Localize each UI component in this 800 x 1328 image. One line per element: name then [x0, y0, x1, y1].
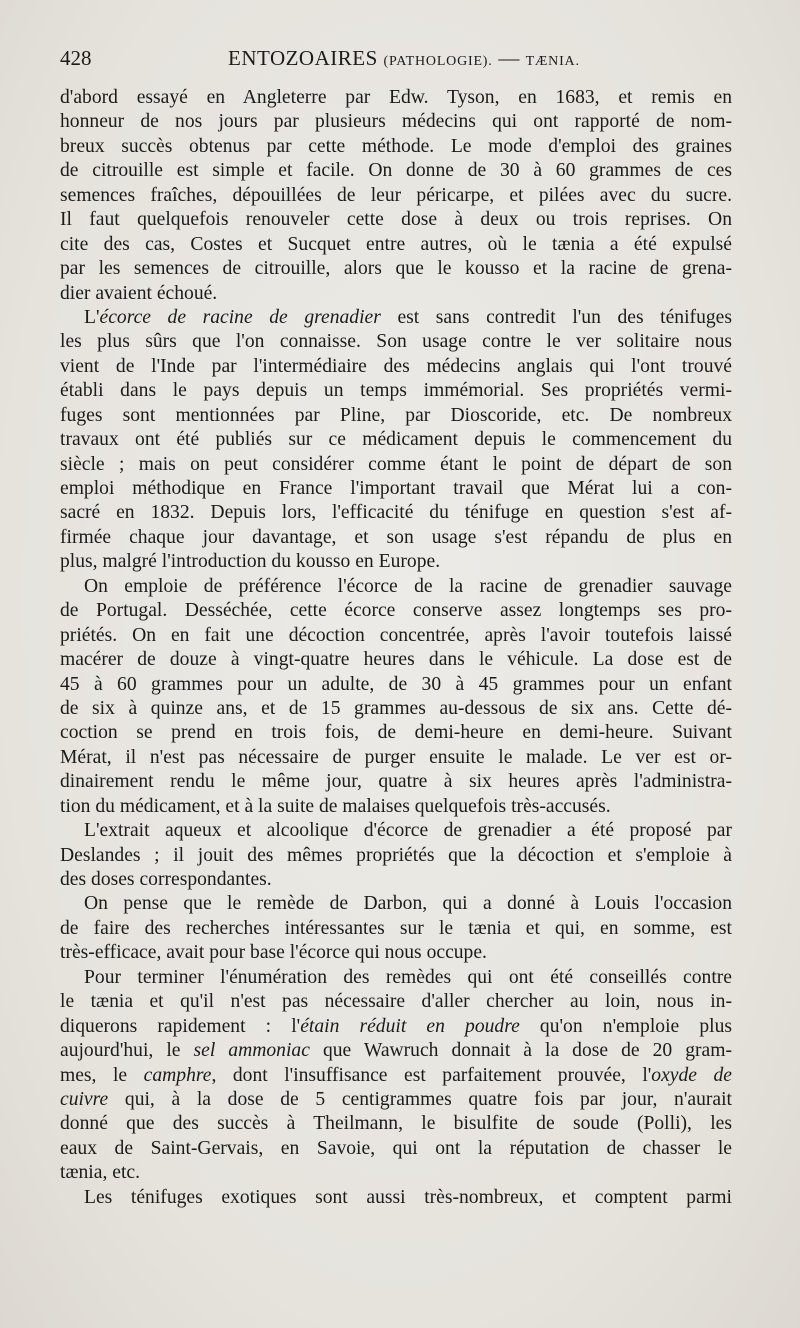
text-segment: dier avaient échoué.	[60, 282, 218, 304]
text-segment: de faire des recherches intéressantes sur le tænia et qui, en somme, est	[60, 917, 732, 939]
header-title: ENTOZOAIRES	[228, 46, 378, 70]
text-line	[60, 550, 732, 574]
text-segment: que Wawruch donnait à la dose de 20 gram-	[309, 1040, 732, 1062]
text-line	[60, 844, 732, 868]
header-subject: TÆNIA.	[525, 54, 580, 69]
text-line	[60, 917, 732, 941]
text-line	[60, 282, 732, 306]
text-segment: L'extrait aqueux et alcoolique d'écorce de grenadier a été proposé par	[84, 820, 732, 842]
text-segment: honneur de nos jours par plusieurs médecins qui ont rapporté de nom-	[60, 111, 732, 133]
text-segment: siècle ; mais on peut considérer comme étant le point de départ de son	[60, 453, 732, 475]
running-head-title	[228, 46, 580, 71]
italic-term: étain réduit en poudre	[300, 1015, 520, 1037]
text-segment: , dont l'insuffisance est parfaitement prouvée, l'	[211, 1064, 652, 1086]
italic-term: oxyde de	[651, 1064, 732, 1086]
text-segment: les plus sûrs que l'on connaisse. Son usage contre le ver solitaire nous	[60, 331, 732, 353]
text-line	[60, 306, 732, 330]
text-segment: vient de l'Inde par l'intermédiaire des médecins anglais qui l'ont trouvé	[60, 355, 732, 377]
text-segment: Il faut quelquefois renouveler cette dose à deux ou trois reprises. On	[60, 209, 732, 231]
text-line	[60, 795, 732, 819]
text-line	[60, 1186, 732, 1210]
text-segment: des doses correspondantes.	[60, 869, 272, 890]
text-segment: le tænia et qu'il n'est pas nécessaire d'aller chercher au loin, nous in-	[60, 991, 732, 1013]
text-segment: donné que des succès à Theilmann, le bisulfite de soude (Polli), les	[60, 1113, 732, 1135]
text-line	[60, 770, 732, 794]
text-line	[60, 379, 732, 403]
text-line	[60, 477, 732, 501]
body-text	[60, 86, 732, 1210]
text-line	[60, 1039, 732, 1063]
text-line	[60, 648, 732, 672]
text-segment: eaux de Saint-Gervais, en Savoie, qui ont la réputation de chasser le	[60, 1137, 732, 1159]
text-line	[60, 819, 732, 843]
text-segment: qu'on n'emploie plus	[519, 1015, 732, 1037]
text-segment: tion du médicament, et à la suite de malaises quelquefois très-accusés.	[60, 795, 611, 817]
text-segment: macérer de douze à vingt-quatre heures dans le véhicule. La dose est de	[60, 649, 732, 671]
text-segment: de citrouille est simple et facile. On donne de 30 à 60 grammes de ces	[60, 160, 732, 182]
text-line	[60, 135, 732, 159]
text-line	[60, 330, 732, 354]
text-line	[60, 575, 732, 599]
text-line	[60, 1161, 732, 1185]
header-section: (PATHOLOGIE).	[383, 54, 493, 69]
text-segment: aujourd'hui, le	[60, 1040, 194, 1062]
text-segment: établi dans le pays depuis un temps immémorial. Ses propriétés vermi-	[60, 380, 732, 402]
text-segment: par les semences de citrouille, alors que le kousso et la racine de grena-	[60, 258, 732, 280]
text-segment: Deslandes ; il jouit des mêmes propriétés que la décoction et s'emploie à	[60, 844, 732, 866]
text-line	[60, 233, 732, 257]
text-segment: travaux ont été publiés sur ce médicament depuis le commencement du	[60, 429, 732, 451]
italic-term: camphre	[143, 1064, 212, 1086]
text-line	[60, 1088, 732, 1112]
text-segment: breux succès obtenus par cette méthode. Le mode d'emploi des graines	[60, 135, 732, 157]
page-number: 428	[60, 46, 92, 70]
text-segment: firmée chaque jour davantage, et son usage s'est répandu de plus en	[60, 526, 732, 548]
text-segment: sacré en 1832. Depuis lors, l'efficacité du ténifuge en question s'est af-	[60, 502, 732, 524]
italic-term: sel ammoniac	[193, 1040, 310, 1062]
running-header	[60, 46, 740, 76]
text-segment: semences fraîches, dépouillées de leur péricarpe, et pilées avec du sucre.	[60, 184, 732, 206]
text-segment: tænia, etc.	[60, 1162, 140, 1184]
text-segment: Les ténifuges exotiques sont aussi très-nombreux, et comptent parmi	[84, 1186, 732, 1208]
text-line	[60, 501, 732, 525]
text-line	[60, 721, 732, 745]
italic-term: cuivre	[60, 1088, 109, 1110]
text-line	[60, 404, 732, 428]
text-line	[60, 453, 732, 477]
text-line	[60, 941, 732, 965]
text-segment: cite des cas, Costes et Sucquet entre autres, où le tænia a été expulsé	[60, 233, 732, 255]
italic-term: écorce de racine de grenadier	[99, 306, 381, 328]
text-segment: de Portugal. Desséchée, cette écorce conserve assez longtemps ses pro-	[60, 600, 732, 622]
text-segment: 45 à 60 grammes pour un adulte, de 30 à 45 grammes pour un enfant	[60, 673, 732, 695]
text-segment: très-efficace, avait pour base l'écorce qui nous occupe.	[60, 942, 487, 964]
text-segment: fuges sont mentionnées par Pline, par Dioscoride, etc. De nombreux	[60, 404, 732, 426]
text-line	[60, 159, 732, 183]
text-line	[60, 624, 732, 648]
text-line	[60, 1137, 732, 1161]
text-segment: d'abord essayé en Angleterre par Edw. Tyson, en 1683, et remis en	[60, 87, 732, 108]
text-segment: qui, à la dose de 5 centigrammes quatre fois par jour, n'aurait	[108, 1088, 732, 1110]
text-segment: Mérat, il n'est pas nécessaire de purger ensuite le malade. Le ver est or-	[60, 746, 732, 768]
text-line	[60, 208, 732, 232]
text-segment: coction se prend en trois fois, de demi-heure en demi-heure. Suivant	[60, 722, 732, 744]
text-line	[60, 110, 732, 134]
text-segment: mes, le	[60, 1064, 144, 1086]
text-segment: L'	[84, 306, 100, 328]
text-line	[60, 355, 732, 379]
text-line	[60, 428, 732, 452]
text-line	[60, 966, 732, 990]
text-segment: Pour terminer l'énumération des remèdes qui ont été conseillés contre	[84, 966, 732, 988]
text-line	[60, 86, 732, 110]
text-line	[60, 1064, 732, 1088]
text-line	[60, 1112, 732, 1136]
text-line	[60, 673, 732, 697]
text-segment: est sans contredit l'un des ténifuges	[380, 306, 732, 328]
header-dash: —	[498, 46, 520, 70]
text-line	[60, 892, 732, 916]
text-line	[60, 257, 732, 281]
text-line	[60, 990, 732, 1014]
text-line	[60, 746, 732, 770]
text-line	[60, 599, 732, 623]
text-segment: priétés. On en fait une décoction concentrée, après l'avoir toutefois laissé	[60, 624, 732, 646]
text-line	[60, 526, 732, 550]
text-line	[60, 868, 732, 892]
text-segment: plus, malgré l'introduction du kousso en Europe.	[60, 551, 441, 573]
text-segment: de six à quinze ans, et de 15 grammes au-dessous de six ans. Cette dé-	[60, 697, 732, 719]
text-line	[60, 1015, 732, 1039]
text-segment: On pense que le remède de Darbon, qui a donné à Louis l'occasion	[84, 893, 732, 915]
text-line	[60, 697, 732, 721]
text-line	[60, 184, 732, 208]
text-segment: On emploie de préférence l'écorce de la racine de grenadier sauvage	[84, 575, 732, 597]
text-segment: diquerons rapidement : l'	[60, 1015, 301, 1037]
text-segment: emploi méthodique en France l'important travail que Mérat lui a con-	[60, 478, 732, 499]
text-segment: dinairement rendu le même jour, quatre à six heures après l'administra-	[60, 771, 732, 793]
